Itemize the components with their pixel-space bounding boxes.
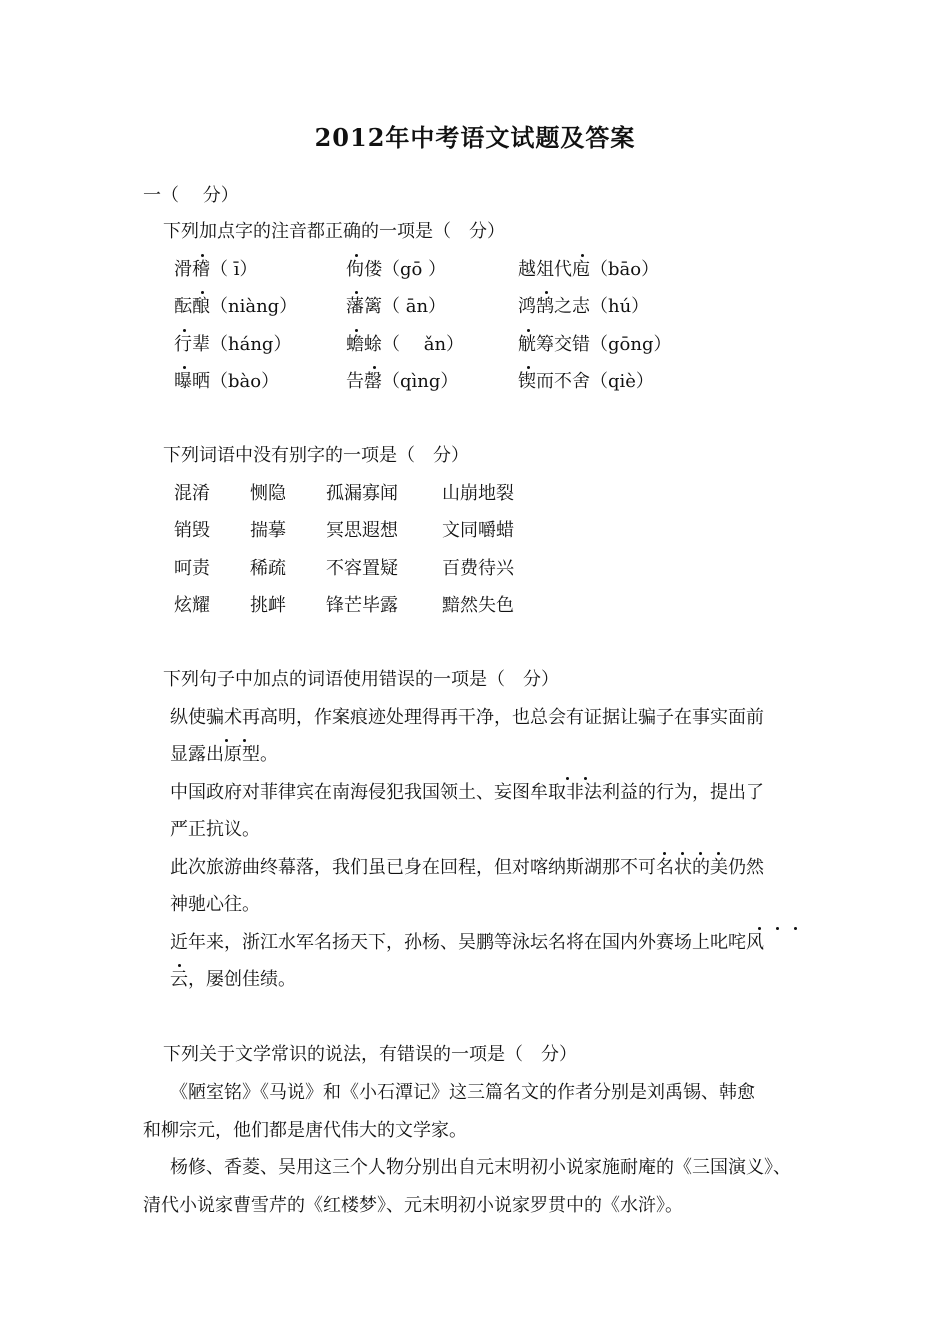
document-title: 2012年中考语文试题及答案	[314, 123, 636, 152]
q2-word: 山崩地裂	[442, 483, 514, 504]
q2-word: 文同嚼蜡	[442, 520, 514, 541]
q2-word: 不容置疑	[326, 558, 398, 579]
emphasis-dot	[178, 964, 181, 967]
q3-sentence-line: 神驰心往。	[170, 894, 260, 915]
q3-sentence-line: 近年来，浙江水军名扬天下，孙杨、吴鹏等泳坛名将在国内外赛场上叱咤风	[170, 932, 764, 953]
q1-option-c1: 行辈（háng）	[174, 334, 292, 355]
section-heading: 一（ 分）	[143, 185, 239, 206]
q4-statement-line: 和柳宗元，他们都是唐代伟大的文学家。	[143, 1120, 467, 1141]
q2-word: 炫耀	[174, 595, 210, 616]
emphasis-dot	[201, 254, 204, 257]
q2-word: 黯然失色	[442, 595, 514, 616]
emphasis-dot	[201, 291, 204, 294]
emphasis-dot	[527, 329, 530, 332]
q1-option-b1: 酝酿（niàng）	[174, 296, 298, 317]
emphasis-dot	[581, 254, 584, 257]
question-3-prompt: 下列句子中加点的词语使用错误的一项是（ 分）	[163, 669, 559, 690]
emphasis-dot	[355, 291, 358, 294]
emphasis-dot	[355, 254, 358, 257]
emphasis-dot	[243, 739, 246, 742]
emphasis-dot	[758, 927, 761, 930]
q2-word: 呵责	[174, 558, 210, 579]
emphasis-dot	[699, 852, 702, 855]
question-4-prompt: 下列关于文学常识的说法，有错误的一项是（ 分）	[163, 1044, 577, 1065]
q2-word: 孤漏寡闻	[326, 483, 398, 504]
emphasis-dot	[717, 852, 720, 855]
q1-option-c2: 蟾蜍（ ǎn）	[346, 334, 465, 355]
q3-sentence-line: 中国政府对菲律宾在南海侵犯我国领土、妄图牟取非法利益的行为，提出了	[170, 782, 764, 803]
q3-sentence-line: 显露出原型。	[170, 744, 278, 765]
q1-option-d3: 锲而不舍（qiè）	[518, 371, 654, 392]
q4-statement-line: 清代小说家曹雪芹的《红楼梦》、元末明初小说家罗贯中的《水浒》。	[143, 1195, 683, 1216]
emphasis-dot	[183, 329, 186, 332]
q1-option-c3: 觥筹交错（gōng）	[518, 334, 672, 355]
q4-statement-line: 杨修、香菱、吴用这三个人物分别出自元末明初小说家施耐庵的《三国演义》、	[170, 1157, 791, 1178]
emphasis-dot	[566, 777, 569, 780]
emphasis-dot	[584, 777, 587, 780]
emphasis-dot	[794, 927, 797, 930]
q2-word: 揣摹	[250, 520, 286, 541]
q2-word: 百费待兴	[442, 558, 514, 579]
question-1-prompt: 下列加点字的注音都正确的一项是（ 分）	[163, 221, 505, 242]
q1-option-a2: 佝偻（gō ）	[346, 259, 447, 280]
q1-option-a1: 滑稽（ ī）	[174, 259, 258, 280]
q3-sentence-line: 此次旅游曲终幕落，我们虽已身在回程，但对喀纳斯湖那不可名状的美仍然	[170, 857, 764, 878]
q3-sentence-line: 纵使骗术再高明，作案痕迹处理得再干净，也总会有证据让骗子在事实面前	[170, 707, 764, 728]
q2-word: 挑衅	[250, 595, 286, 616]
q3-sentence-line: 严正抗议。	[170, 819, 260, 840]
question-2-prompt: 下列词语中没有别字的一项是（ 分）	[163, 445, 469, 466]
emphasis-dot	[663, 852, 666, 855]
emphasis-dot	[681, 852, 684, 855]
emphasis-dot	[527, 366, 530, 369]
q2-word: 混淆	[174, 483, 210, 504]
q4-statement-line: 《陋室铭》《马说》和《小石潭记》这三篇名文的作者分别是刘禹锡、韩愈	[170, 1082, 755, 1103]
q3-sentence-line: 云，屡创佳绩。	[170, 969, 296, 990]
emphasis-dot	[183, 366, 186, 369]
q2-word: 冥思遐想	[326, 520, 398, 541]
q2-word: 销毁	[174, 520, 210, 541]
emphasis-dot	[776, 927, 779, 930]
emphasis-dot	[545, 291, 548, 294]
q1-option-d2: 告罄（qìng）	[346, 371, 459, 392]
emphasis-dot	[225, 739, 228, 742]
q1-option-b3: 鸿鹄之志（hú）	[518, 296, 650, 317]
emphasis-dot	[373, 366, 376, 369]
q1-option-d1: 曝晒（bào）	[174, 371, 280, 392]
q2-word: 恻隐	[250, 483, 286, 504]
emphasis-dot	[355, 329, 358, 332]
q1-option-a3: 越俎代庖（bāo）	[518, 259, 660, 280]
q1-option-b2: 藩篱（ ān）	[346, 296, 447, 317]
q2-word: 锋芒毕露	[326, 595, 398, 616]
q2-word: 稀疏	[250, 558, 286, 579]
